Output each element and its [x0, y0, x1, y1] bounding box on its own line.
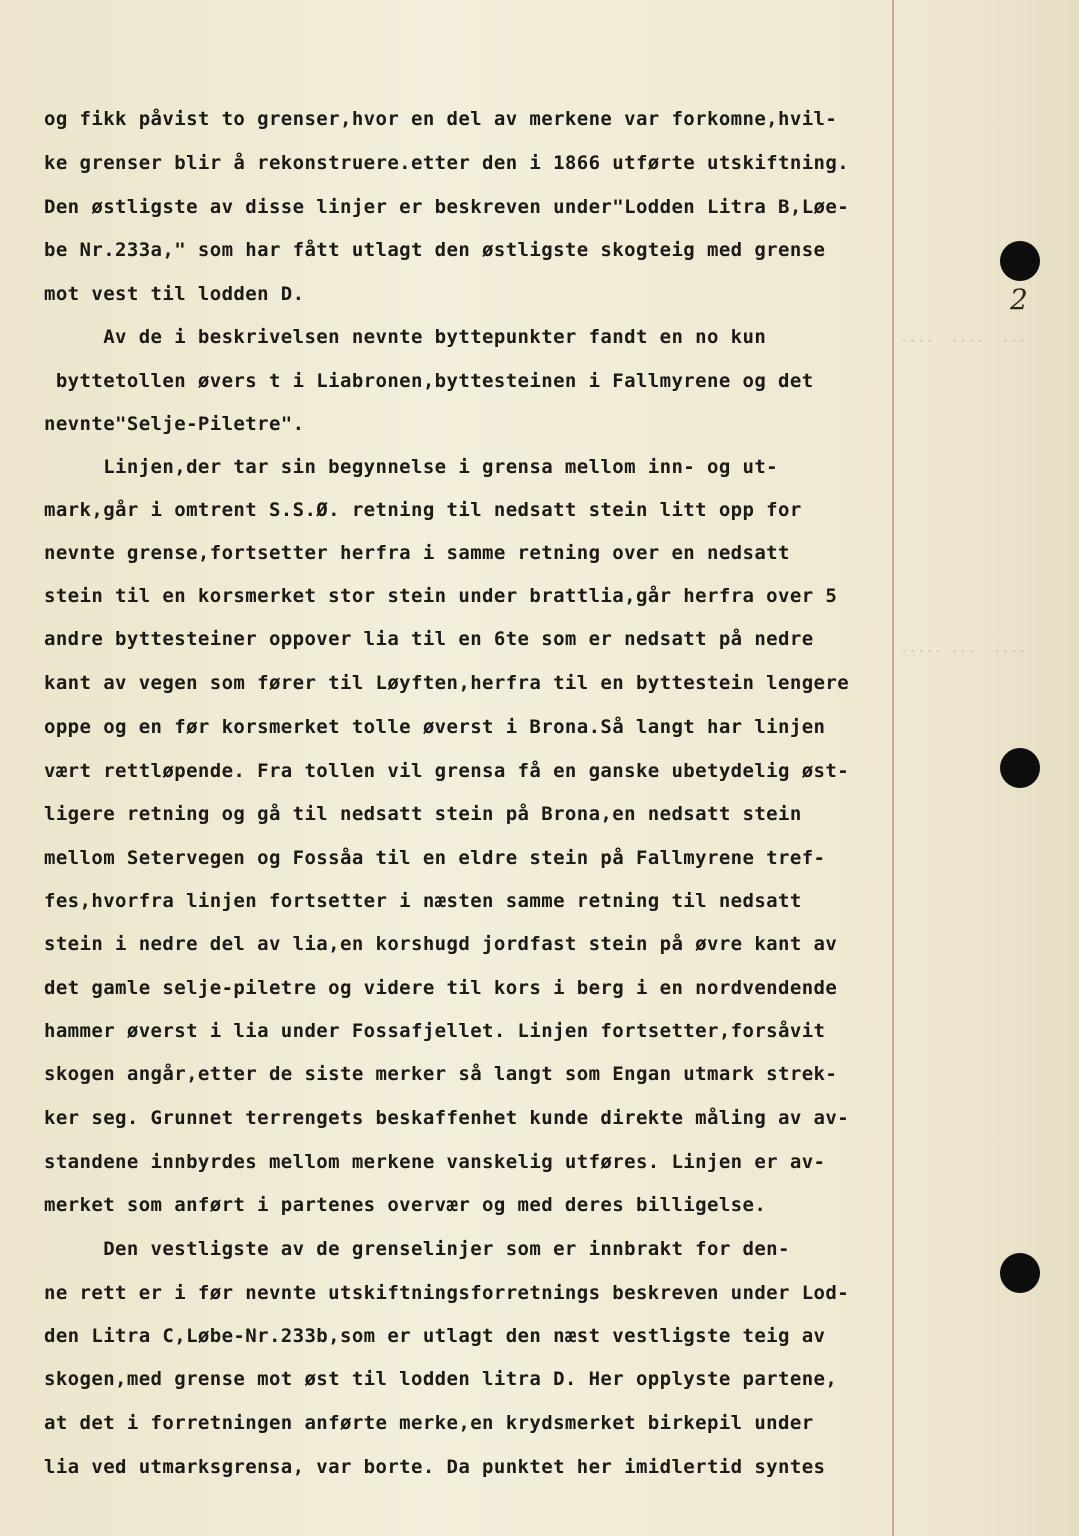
- text-line: be Nr.233a," som har fått utlagt den østligste skogteig med grense: [44, 239, 826, 261]
- text-line: ker seg. Grunnet terrengets beskaffenhet kunde direkte måling av av-: [44, 1107, 850, 1129]
- text-line: nevnte"Selje-Piletre".: [44, 413, 305, 435]
- punch-hole: [1000, 241, 1040, 281]
- text-line: fes,hvorfra linjen fortsetter i næsten samme retning til nedsatt: [44, 890, 802, 912]
- text-line: stein i nedre del av lia,en korshugd jordfast stein på øvre kant av: [44, 933, 838, 955]
- text-line: standene innbyrdes mellom merkene vanskelig utføres. Linjen er av-: [44, 1151, 826, 1173]
- text-line: lia ved utmarksgrensa, var borte. Da punktet her imidlertid syntes: [44, 1456, 826, 1478]
- punch-hole: [1000, 748, 1040, 788]
- text-line: at det i forretningen anførte merke,en krydsmerket birkepil under: [44, 1412, 814, 1434]
- text-line: mot vest til lodden D.: [44, 283, 305, 305]
- text-line: ne rett er i før nevnte utskiftningsforretnings beskreven under Lod-: [44, 1282, 850, 1304]
- text-line: ke grenser blir å rekonstruere.etter den i 1866 utførte utskiftning.: [44, 152, 850, 174]
- text-line: Av de i beskrivelsen nevnte byttepunkter fandt en no kun: [44, 326, 767, 348]
- text-line: oppe og en før korsmerket tolle øverst i Brona.Så langt har linjen: [44, 716, 826, 738]
- text-line: Den østligste av disse linjer er beskreven under"Lodden Litra B,Løe-: [44, 196, 850, 218]
- text-line: hammer øverst i lia under Fossafjellet. Linjen fortsetter,forsåvit: [44, 1020, 826, 1042]
- bleed-through-text: .... .... ...: [900, 330, 1027, 346]
- text-line: stein til en korsmerket stor stein under brattlia,går herfra over 5: [44, 585, 838, 607]
- text-line: vært rettløpende. Fra tollen vil grensa få en ganske ubetydelig øst-: [44, 760, 850, 782]
- margin-rule: [892, 0, 894, 1536]
- text-line: byttetollen øvers t i Liabronen,byttesteinen i Fallmyrene og det: [44, 370, 814, 392]
- text-line: og fikk påvist to grenser,hvor en del av merkene var forkomne,hvil-: [44, 108, 838, 130]
- text-line: kant av vegen som fører til Løyften,herfra til en byttestein lengere: [44, 672, 850, 694]
- text-line: skogen angår,etter de siste merker så langt som Engan utmark strek-: [44, 1063, 838, 1085]
- text-line: skogen,med grense mot øst til lodden litra D. Her opplyste partene,: [44, 1368, 838, 1390]
- page-number: 2: [1010, 283, 1028, 316]
- text-line: merket som anført i partenes overvær og med deres billigelse.: [44, 1194, 767, 1216]
- text-line: ligere retning og gå til nedsatt stein på Brona,en nedsatt stein: [44, 803, 802, 825]
- punch-hole: [1000, 1253, 1040, 1293]
- text-line: Den vestligste av de grenselinjer som er innbrakt for den-: [44, 1238, 790, 1260]
- text-line: den Litra C,Løbe-Nr.233b,som er utlagt den næst vestligste teig av: [44, 1325, 826, 1347]
- text-line: mellom Setervegen og Fossåa til en eldre stein på Fallmyrene tref-: [44, 847, 826, 869]
- text-line: Linjen,der tar sin begynnelse i grensa mellom inn- og ut-: [44, 456, 779, 478]
- bleed-through-text: ..... ... ....: [900, 640, 1027, 656]
- text-line: nevnte grense,fortsetter herfra i samme retning over en nedsatt: [44, 542, 790, 564]
- text-line: andre byttesteiner oppover lia til en 6te som er nedsatt på nedre: [44, 628, 814, 650]
- text-line: det gamle selje-piletre og videre til kors i berg i en nordvendende: [44, 977, 838, 999]
- text-line: mark,går i omtrent S.S.Ø. retning til nedsatt stein litt opp for: [44, 499, 802, 521]
